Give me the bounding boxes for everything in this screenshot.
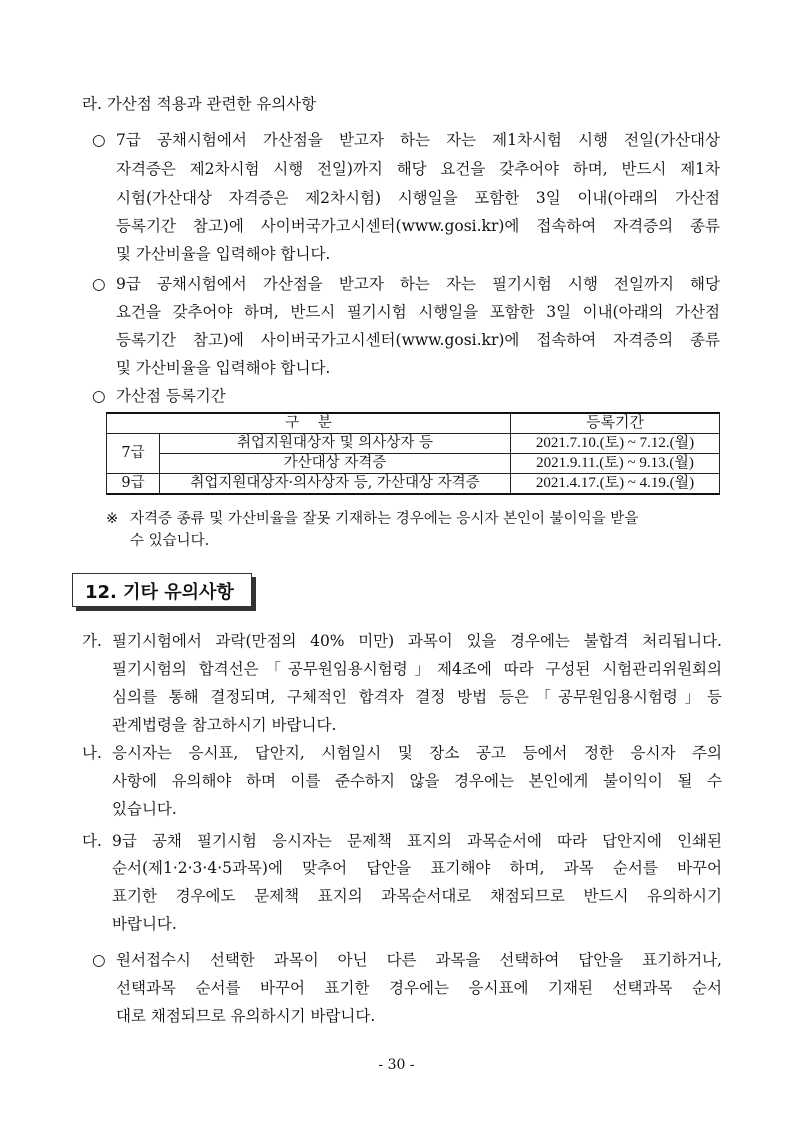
paragraph-line: 원서접수시 선택한 과목이 아닌 다른 과목을 선택하여 답안을 표기하거나,	[116, 951, 722, 969]
bullet-marker: ○	[92, 275, 106, 293]
paragraph-line: 자격증은 제2차시험 시행 전일)까지 해당 요건을 갖추어야 하며, 반드시 제1차	[116, 160, 720, 178]
page-number: - 30 -	[378, 1057, 415, 1073]
paragraph-line: 및 가산비율을 입력해야 합니다.	[116, 359, 331, 377]
note-line: 자격증 종류 및 가산비율을 잘못 기재하는 경우에는 응시자 본인이 불이익을 받을	[130, 511, 639, 527]
paragraph-line: 필기시험의 합격선은「공무원임용시험령」제4조에 따라 구성된 시험관리위원회의	[112, 660, 722, 678]
paragraph-line: 있습니다.	[112, 800, 177, 818]
table-cell: 7급	[107, 434, 160, 474]
paragraph-line: 심의를 통해 결정되며, 구체적인 합격자 결정 방법 등은「공무원임용시험령」등	[112, 688, 722, 706]
table-cell: 2021.7.10.(토) ~ 7.12.(월)	[511, 434, 720, 454]
note-mark: ※	[106, 511, 119, 527]
table-header-row	[107, 413, 720, 434]
section-title: 12. 기타 유의사항	[85, 582, 234, 603]
paragraph-line: 순서(제1·2·3·4·5과목)에 맞추어 답안을 표기해야 하며, 과목 순서를 바꾸어	[112, 859, 722, 877]
paragraph-line: 필기시험에서 과락(만점의 40% 미만) 과목이 있을 경우에는 불합격 처리됩니다.	[112, 632, 722, 650]
section-title-box	[72, 573, 252, 607]
item-marker: 가.	[82, 632, 102, 650]
table-cell: 2021.4.17.(토) ~ 4.19.(월)	[511, 474, 720, 495]
table-cell: 취업지원대상자 및 의사상자 등	[160, 434, 511, 454]
note-line: 수 있습니다.	[130, 533, 210, 549]
table-cell: 가산대상 자격증	[160, 454, 511, 474]
bullet-marker: ○	[92, 951, 106, 969]
section-heading-ra: 라. 가산점 적용과 관련한 유의사항	[82, 95, 317, 113]
item-marker: 다.	[82, 832, 102, 850]
paragraph-line: 응시자는 응시표, 답안지, 시험일시 및 장소 공고 등에서 정한 응시자 주의	[112, 744, 722, 762]
paragraph-line: 관계법령을 참고하시기 바랍니다.	[112, 716, 337, 734]
paragraph-line: 바랍니다.	[112, 915, 177, 933]
paragraph-line: 등록기간 참고)에 사이버국가고시센터(www.gosi.kr)에 접속하여 자격증의 종류	[116, 217, 720, 235]
table-cell: 9급	[107, 474, 160, 495]
paragraph-line: 사항에 유의해야 하며 이를 준수하지 않을 경우에는 본인에게 불이익이 될 수	[112, 772, 722, 790]
table-row	[107, 474, 720, 495]
table-header-cell: 구 분	[107, 413, 511, 434]
paragraph-line: 9급 공채 필기시험 응시자는 문제책 표지의 과목순서에 따라 답안지에 인쇄된	[112, 832, 722, 850]
paragraph-line: 선택과목 순서를 바꾸어 표기한 경우에는 응시표에 기재된 선택과목 순서	[116, 979, 722, 997]
registration-period-table	[106, 412, 720, 495]
bullet-marker: ○	[92, 131, 106, 149]
paragraph-line: 가산점 등록기간	[116, 387, 226, 405]
paragraph-line: 시험(가산대상 자격증은 제2차시험) 시행일을 포함한 3일 이내(아래의 가산점	[116, 189, 720, 207]
paragraph-line: 요건을 갖추어야 하며, 반드시 필기시험 시행일을 포함한 3일 이내(아래의 가산점	[116, 303, 720, 321]
table-row	[107, 454, 720, 474]
paragraph-line: 등록기간 참고)에 사이버국가고시센터(www.gosi.kr)에 접속하여 자격증의 종류	[116, 331, 720, 349]
paragraph-line: 및 가산비율을 입력해야 합니다.	[116, 245, 331, 263]
paragraph-line: 9급 공채시험에서 가산점을 받고자 하는 자는 필기시험 시행 전일까지 해당	[116, 275, 720, 293]
table-header-cell: 등록기간	[511, 413, 720, 434]
table-cell: 취업지원대상자·의사상자 등, 가산대상 자격증	[160, 474, 511, 495]
bullet-marker: ○	[92, 387, 106, 405]
paragraph-line: 대로 채점되므로 유의하시기 바랍니다.	[116, 1007, 376, 1025]
table-cell: 2021.9.11.(토) ~ 9.13.(월)	[511, 454, 720, 474]
paragraph-line: 표기한 경우에도 문제책 표지의 과목순서대로 채점되므로 반드시 유의하시기	[112, 887, 722, 905]
item-marker: 나.	[82, 744, 102, 762]
paragraph-line: 7급 공채시험에서 가산점을 받고자 하는 자는 제1차시험 시행 전일(가산대상	[116, 131, 720, 149]
table-row	[107, 434, 720, 454]
